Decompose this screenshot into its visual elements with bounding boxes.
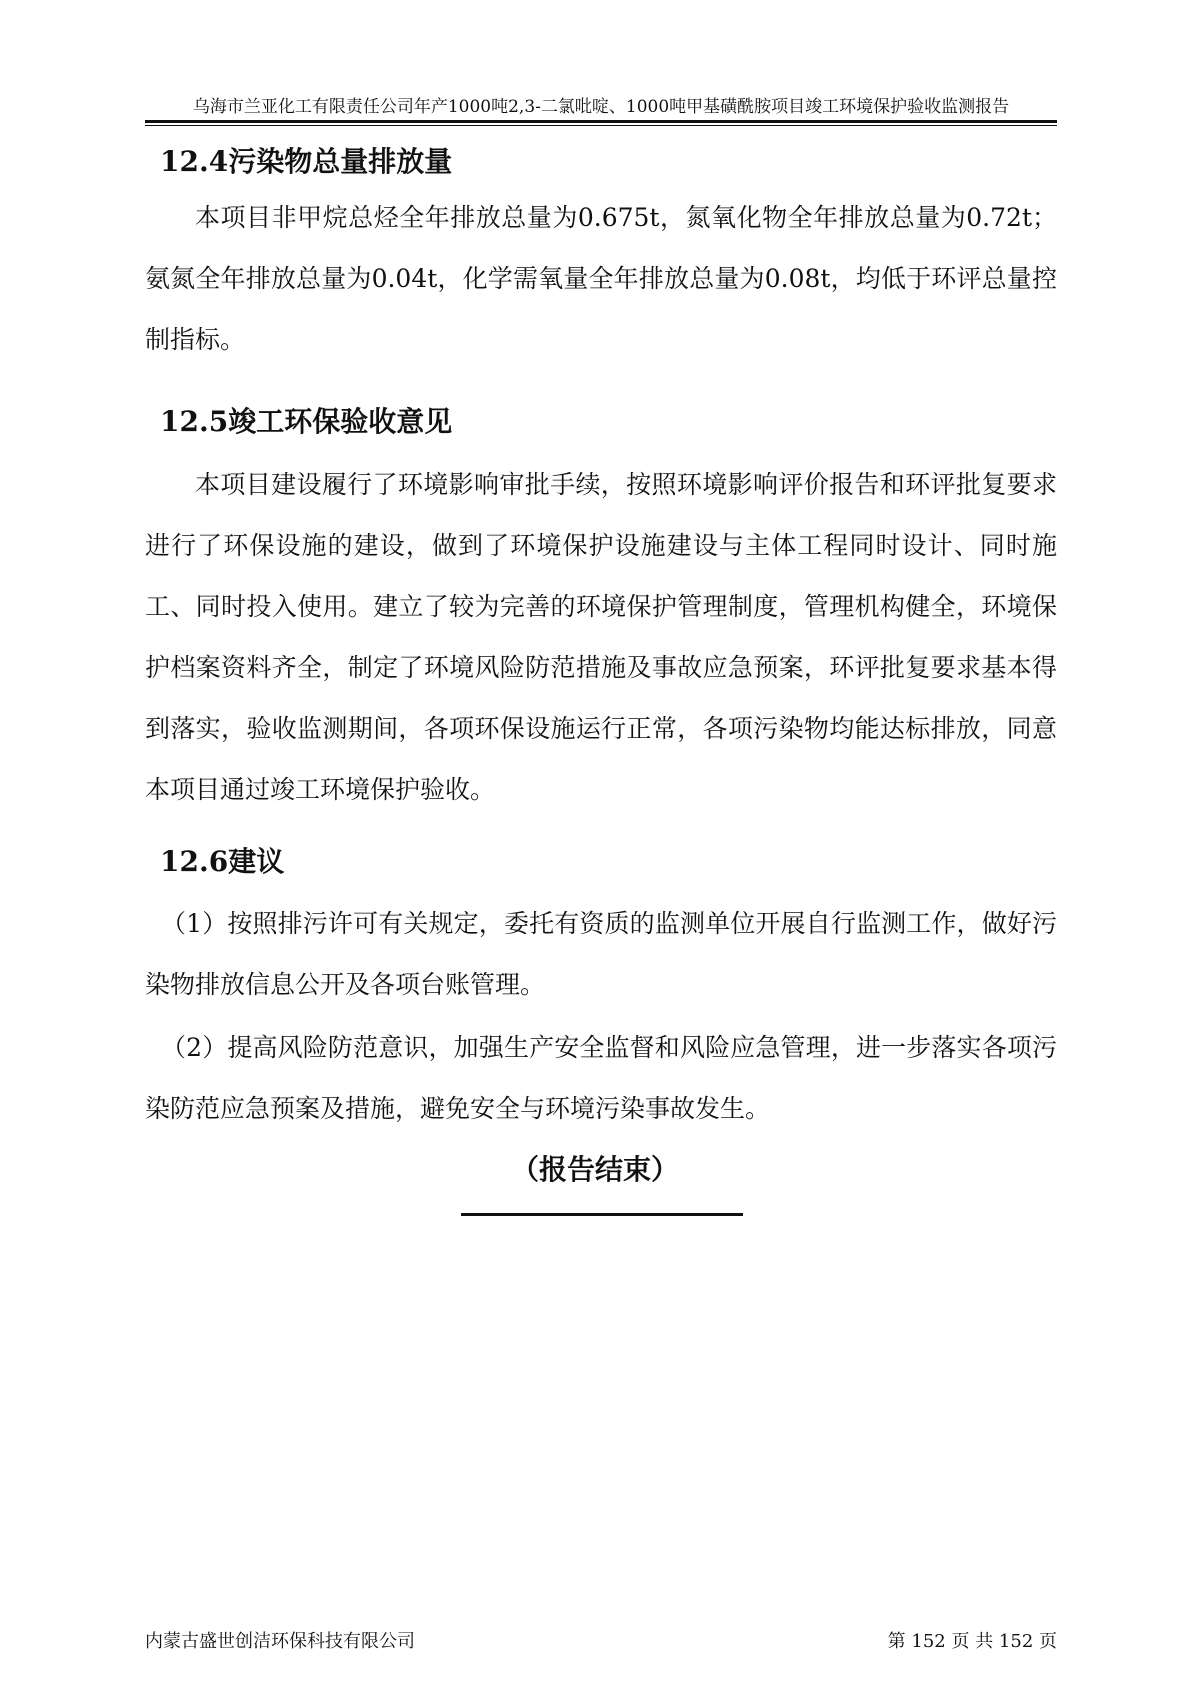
section-heading-12-4: 12.4污染物总量排放量 <box>160 145 453 178</box>
section-12-4-paragraph: 本项目非甲烷总烃全年排放总量为0.675t，氮氧化物全年排放总量为0.72t；氨氮全年排放总量为0.04t，化学需氧量全年排放总量为0.08t，均低于环评总量控制指标。 <box>145 203 1057 354</box>
section-heading-12-6: 12.6建议 <box>160 845 285 878</box>
header-divider-thin <box>145 125 1057 126</box>
footer-page-number: 第 152 页 共 152 页 <box>887 1631 1057 1652</box>
suggestion-item-1: （1）按照排污许可有关规定，委托有资质的监测单位开展自行监测工作，做好污染物排放信息公开及各项台账管理。 <box>145 909 1057 999</box>
section-heading-12-5: 12.5竣工环保验收意见 <box>160 405 453 438</box>
page-header-title: 乌海市兰亚化工有限责任公司年产1000吨2,3-二氯吡啶、1000吨甲基磺酰胺项目竣工环境保护验收监测报告 <box>192 97 1010 117</box>
report-end-mark: （报告结束） <box>510 1153 679 1186</box>
section-12-5-paragraph: 本项目建设履行了环境影响审批手续，按照环境影响评价报告和环评批复要求进行了环保设施的建设，做到了环境保护设施建设与主体工程同时设计、同时施工、同时投入使用。建立了较为完善的环境保护管理制度，管理机构健全，环境保护档案资料齐全，制定了环境风险防范措施及事故应急预案，环评批复要求基本得到落实，验收监测期间，各项环保设施运行正常，各项污染物均能达标排放，同意本项目通过竣工环境保护验收。 <box>145 470 1057 804</box>
end-divider <box>461 1213 743 1216</box>
suggestion-item-2: （2）提高风险防范意识，加强生产安全监督和风险应急管理，进一步落实各项污染防范应急预案及措施，避免安全与环境污染事故发生。 <box>145 1033 1057 1123</box>
header-divider-thick <box>145 120 1057 123</box>
footer-company: 内蒙古盛世创洁环保科技有限公司 <box>145 1631 415 1652</box>
